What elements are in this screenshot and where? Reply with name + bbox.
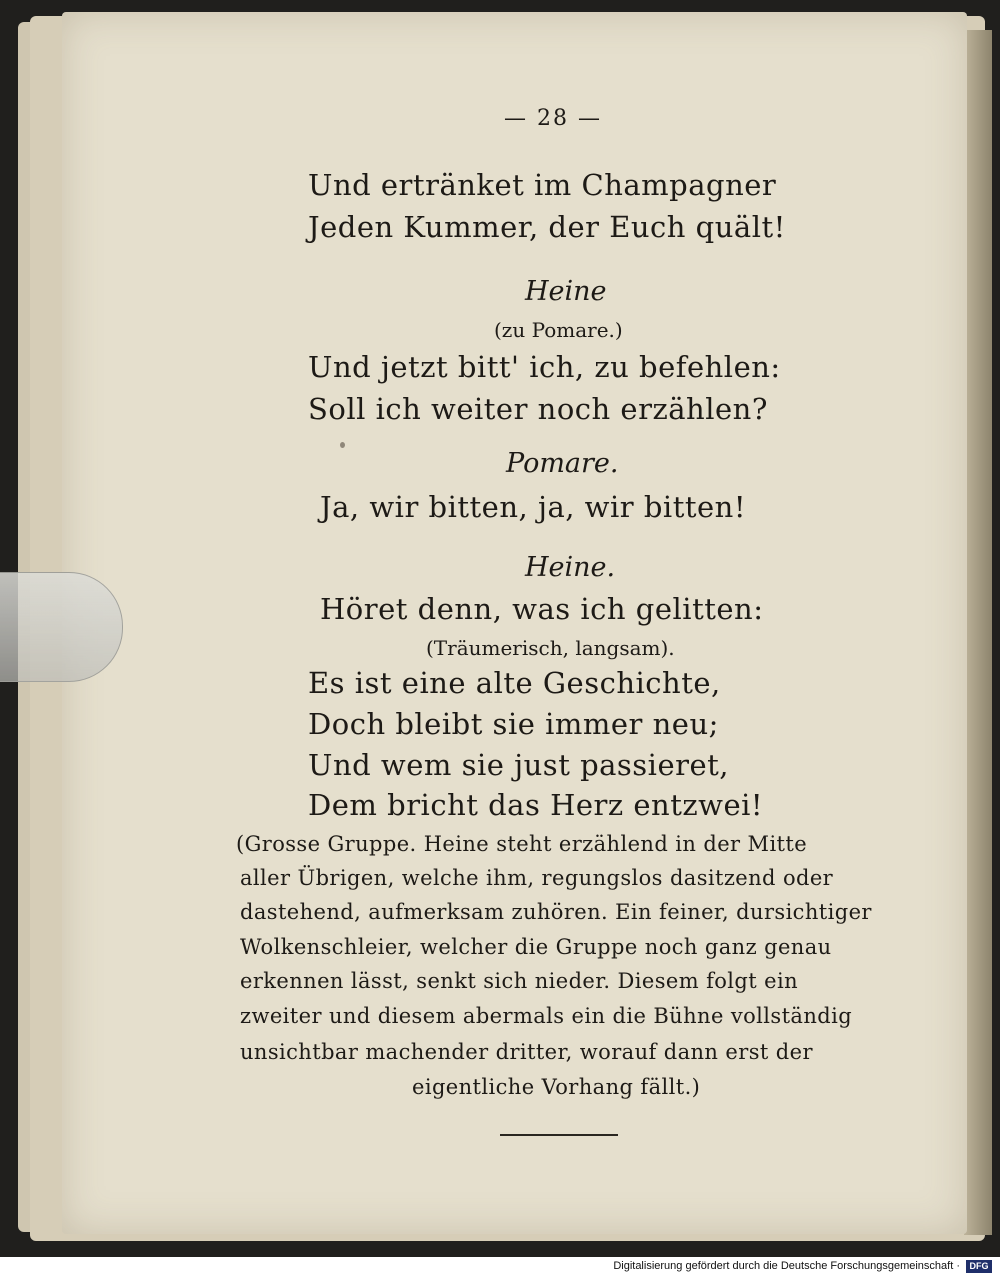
stage-prose-line: unsichtbar machender dritter, worauf dann erst der (240, 1040, 813, 1064)
page-number: — 28 — (504, 106, 602, 131)
verse-line: Jeden Kummer, der Euch quält! (308, 210, 786, 244)
stage-prose-line: (Grosse Gruppe. Heine steht erzählend in der Mitte (236, 832, 808, 856)
stage-prose-line: dastehend, aufmerksam zuhören. Ein feiner, dursichtiger (240, 900, 872, 924)
verse-line: Dem bricht das Herz entzwei! (308, 788, 764, 822)
verse-line: Und ertränket im Champagner (308, 168, 777, 202)
end-rule (500, 1134, 618, 1136)
paper-speck (340, 442, 345, 448)
verse-line: Und wem sie just passieret, (308, 748, 730, 782)
verse-line: Und jetzt bitt' ich, zu befehlen: (308, 350, 781, 384)
book-edge (964, 30, 992, 1235)
dfg-logo: DFG (966, 1260, 992, 1273)
stage-prose-line: erkennen lässt, senkt sich nieder. Diesem folgt ein (240, 969, 799, 993)
speaker-heading: Heine. (525, 552, 616, 583)
verse-line: Es ist eine alte Geschichte, (308, 666, 721, 700)
stage-prose-line: Wolkenschleier, welcher die Gruppe noch ganz genau (240, 935, 832, 959)
verse-line: Doch bleibt sie immer neu; (308, 707, 719, 741)
speaker-heading: Heine (525, 276, 607, 307)
verse-line: Höret denn, was ich gelitten: (320, 592, 764, 626)
stage-prose-line: aller Übrigen, welche ihm, regungslos dasitzend oder (240, 866, 834, 890)
page-clip (0, 572, 123, 682)
stage-direction: (zu Pomare.) (494, 318, 623, 342)
speaker-heading: Pomare. (506, 448, 619, 479)
verse-line: Ja, wir bitten, ja, wir bitten! (320, 490, 746, 524)
stage-prose-line: zweiter und diesem abermals ein die Bühne vollständig (240, 1004, 853, 1028)
stage-direction: (Träumerisch, langsam). (426, 636, 675, 660)
credit-bar (0, 1257, 1000, 1277)
credit-text: Digitalisierung gefördert durch die Deutsche Forschungsgemeinschaft · (613, 1260, 960, 1272)
stage-prose-line: eigentliche Vorhang fällt.) (412, 1075, 701, 1099)
verse-line: Soll ich weiter noch erzählen? (308, 392, 768, 426)
